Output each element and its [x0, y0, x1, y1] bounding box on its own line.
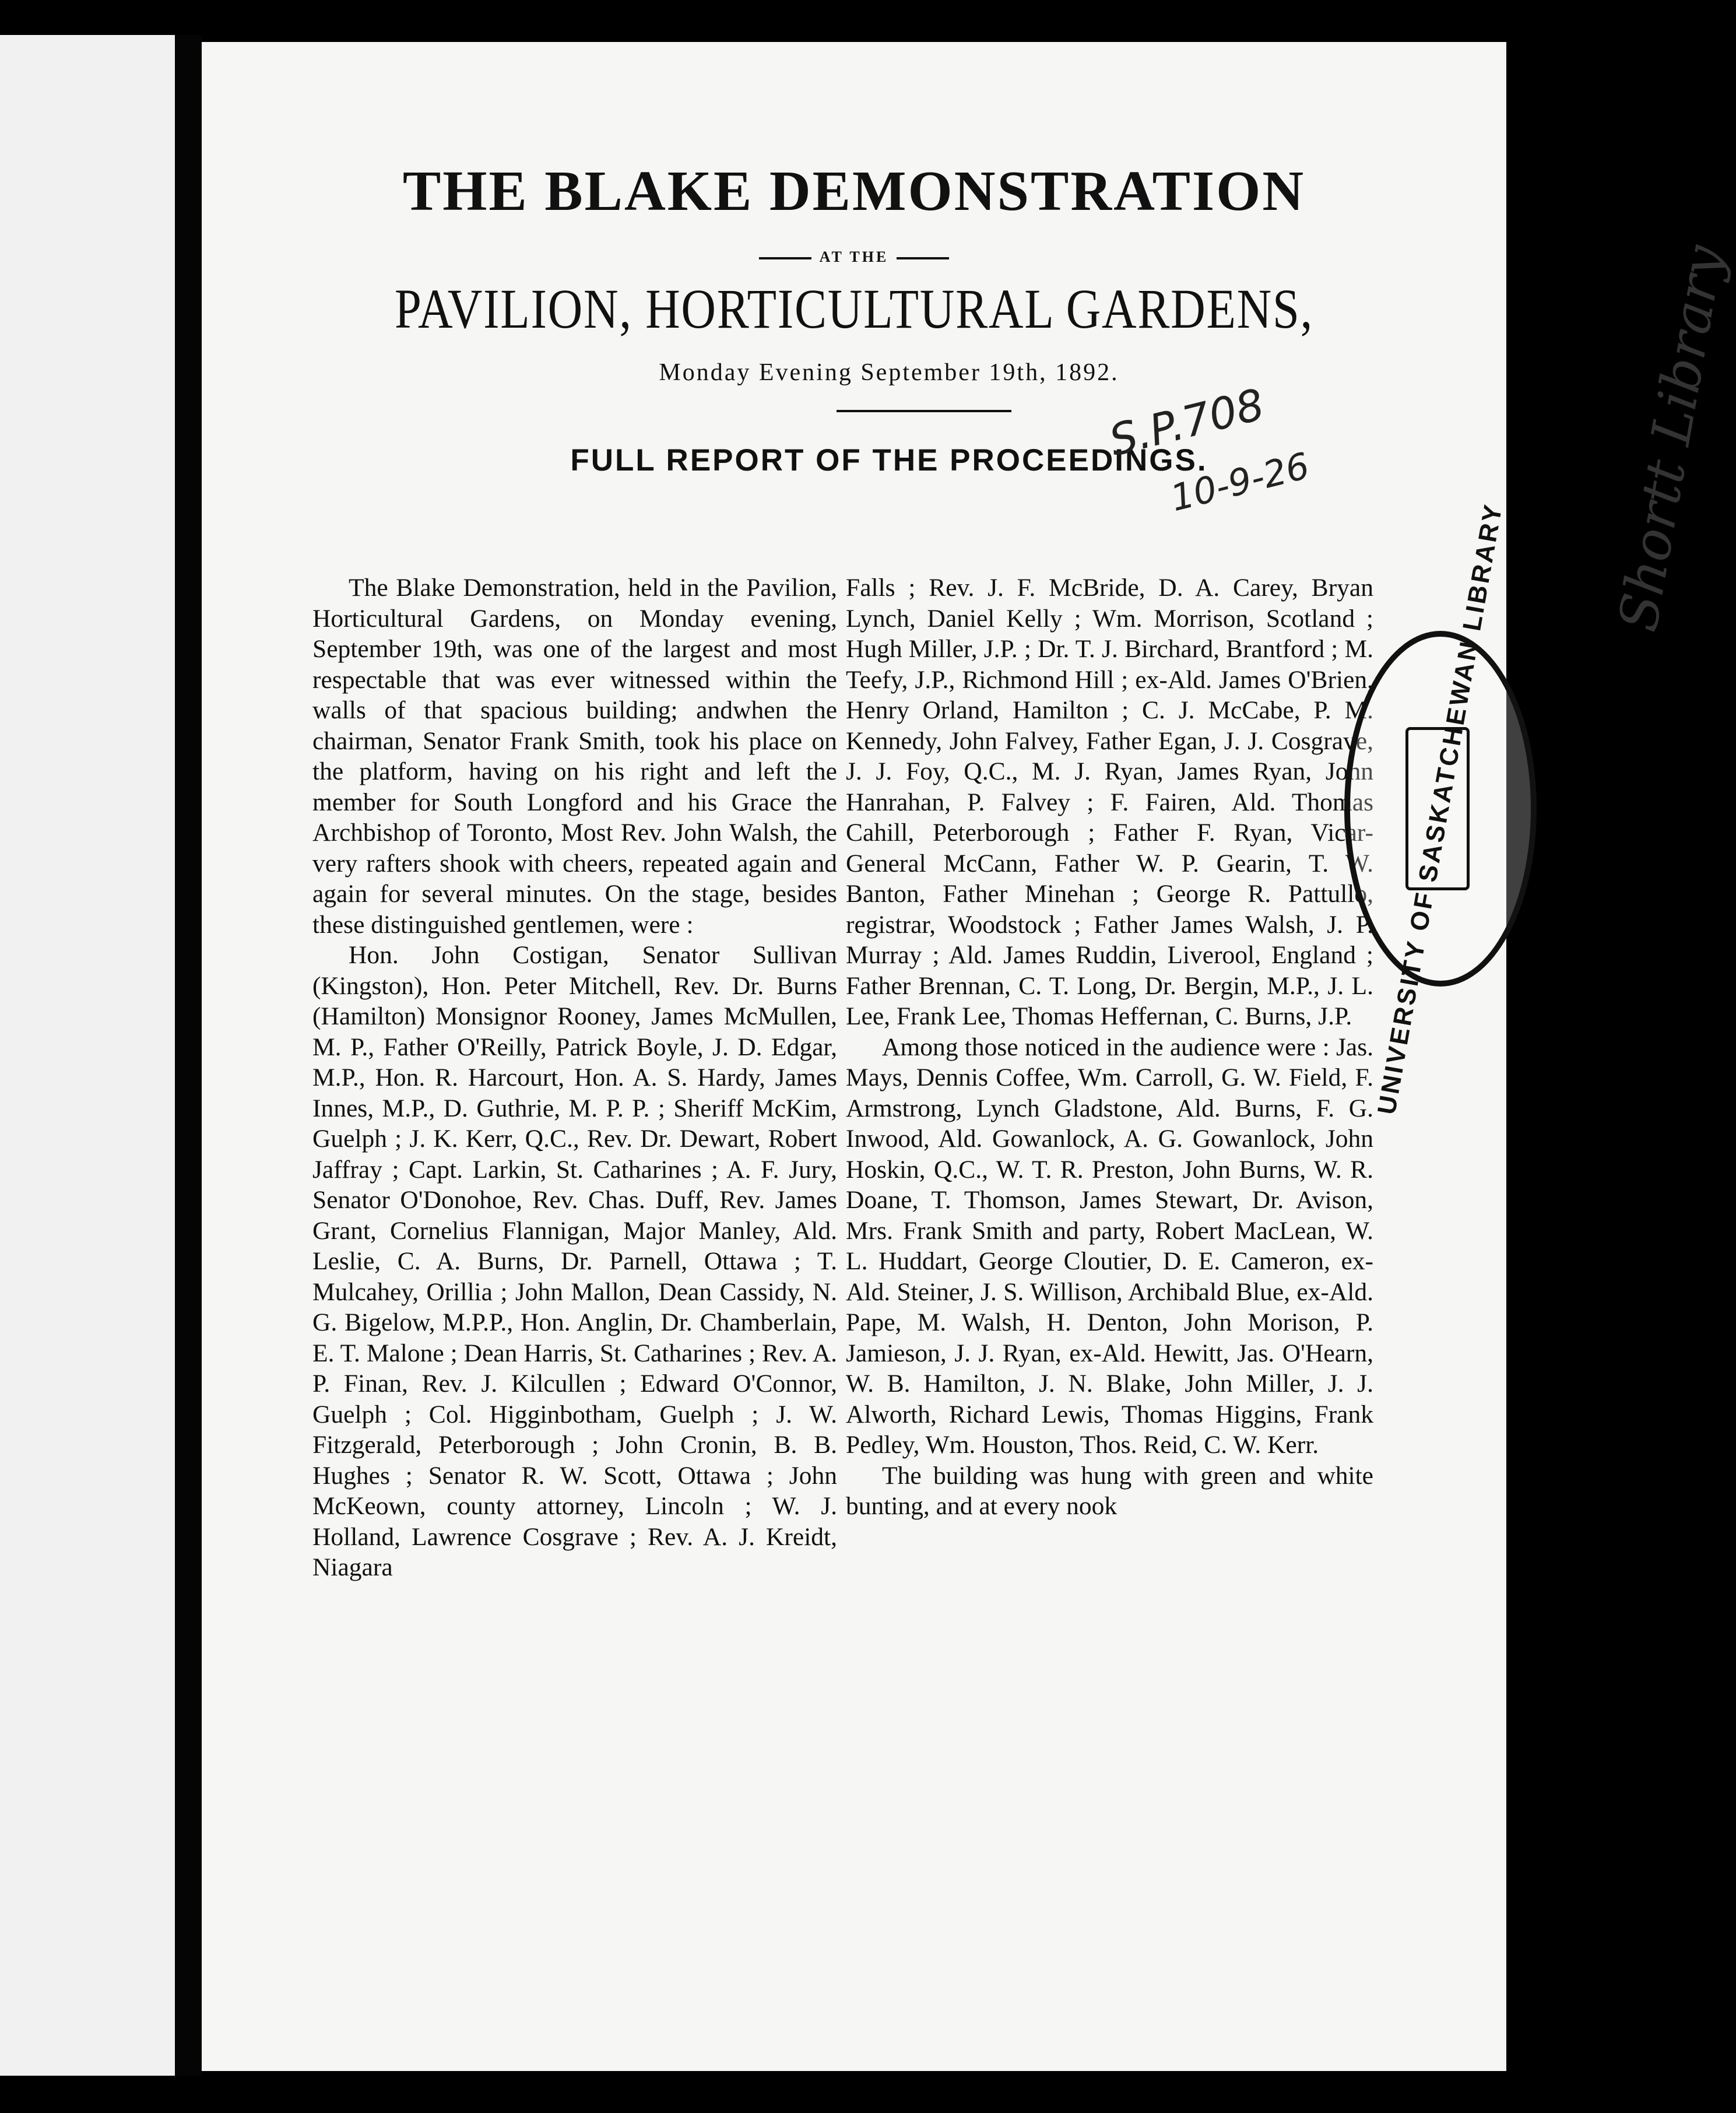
report-heading: FULL REPORT OF THE PROCEEDINGS. [570, 443, 1208, 478]
at-the-text: AT THE [819, 248, 889, 265]
book-spine [175, 35, 202, 2076]
rule-right [897, 257, 949, 259]
right-column [846, 573, 1373, 1522]
stamp-text: UNIVERSITY OF SASKATCHEWAN LIBRARY [1372, 500, 1509, 1117]
library-stamp [1344, 500, 1537, 1117]
event-date: Monday Evening September 19th, 1892. [659, 359, 1119, 386]
paragraph: The Blake Demonstration, held in the Pavilion, Horticultural Gardens, on Monday evening, September 19th, was one of the largest and most respectable that was ever witnessed within the walls of that spacious building; andwhen the chairman, Senator Frank Smith, took his place on the platform, having on his right and left the member for South Longford and his Grace the Archbishop of Toronto, Most Rev. John Walsh, the very rafters shook with cheers, repeated again and again for several minutes. On the stage, besides these distinguished gentlemen, were : [312, 574, 837, 939]
left-column [312, 573, 837, 1583]
venue-subtitle: PAVILION, HORTICULTURAL GARDENS, [394, 278, 1314, 340]
header-divider [837, 410, 1011, 412]
page-header [202, 159, 1506, 478]
paragraph: Among those noticed in the audience were : Jas. Mays, Dennis Coffee, Wm. Carroll, G. W. Field, F. Armstrong, Lynch Gladstone, Ald. Burns, F. G. Inwood, Ald. Gowanlock, A. G. Gowanlock, John Hoskin, Q.C., W. T. R. Preston, John Burns, W. R. Doane, T. Thomson, James Stewart, Dr. Avison, Mrs. Frank Smith and party, Robert MacLean, W. L. Huddart, George Cloutier, D. E. Cameron, ex-Ald. Steiner, J. S. Willison, Archibald Blue, ex-Ald. Pape, M. Walsh, H. Denton, John Morison, P. Jamieson, J. J. Ryan, ex-Ald. Hewitt, Jas. O'Hearn, W. B. Hamilton, J. N. Blake, John Miller, J. J. Alworth, Richard Lewis, Thomas Higgins, Frank Pedley, Wm. Houston, Thos. Reid, C. W. Kerr. [846, 1033, 1373, 1459]
paragraph: Hon. John Costigan, Senator Sullivan (Kingston), Hon. Peter Mitchell, Rev. Dr. Burns (Hamilton) Monsignor Rooney, James McMullen, M. P., Father O'Reilly, Patrick Boyle, J. D. Edgar, M.P., Hon. R. Harcourt, Hon. A. S. Hardy, James Innes, M.P., D. Guthrie, M. P. P. ; Sheriff McKim, Guelph ; J. K. Kerr, Q.C., Rev. Dr. Dewart, Robert Jaffray ; Capt. Larkin, St. Catharines ; A. F. Jury, Senator O'Donohoe, Rev. Chas. Duff, Rev. James Grant, Cornelius Flannigan, Major Manley, Ald. Leslie, C. A. Burns, Dr. Parnell, Ottawa ; T. Mulcahey, Orillia ; John Mallon, Dean Cassidy, N. G. Bigelow, M.P.P., Hon. Anglin, Dr. Chamberlain, E. T. Malone ; Dean Harris, St. Catharines ; Rev. A. P. Finan, Rev. J. Kilcullen ; Edward O'Connor, Guelph ; Col. Higginbotham, Guelph ; J. W. Fitzgerald, Peterborough ; John Cronin, B. B. Hughes ; Senator R. W. Scott, Ottawa ; John McKeown, county attorney, Lincoln ; W. J. Holland, Lawrence Cosgrave ; Rev. A. J. Kreidt, Niagara [312, 941, 837, 1581]
handwritten-catalog-number: S.P.708 [1104, 379, 1270, 466]
handwritten-date: 10-9-26 [1166, 444, 1314, 520]
document-page [202, 42, 1736, 2071]
library-signature: Shortt Library [1607, 241, 1736, 636]
page-title: THE BLAKE DEMONSTRATION [402, 160, 1306, 223]
previous-page-edge [0, 35, 175, 2076]
at-the-line [202, 248, 1506, 266]
paragraph: Falls ; Rev. J. F. McBride, D. A. Carey, Bryan Lynch, Daniel Kelly ; Wm. Morrison, Scotland ; Hugh Miller, J.P. ; Dr. T. J. Birchard, Brantford ; M. Teefy, J.P., Richmond Hill ; ex-Ald. James O'Brien, Henry Orland, Hamilton ; C. J. McCabe, P. M. Kennedy, John Falvey, Father Egan, J. J. Cosgrave, J. J. Foy, Q.C., M. J. Ryan, James Ryan, John Hanrahan, P. Falvey ; F. Fairen, Ald. Thomas Cahill, Peterborough ; Father F. Ryan, Vicar-General McCann, Father W. P. Gearin, T. W. Banton, Father Minehan ; George R. Pattullo, registrar, Woodstock ; Father James Walsh, J. P. Murray ; Ald. James Ruddin, Liverool, England ; Father Brennan, C. T. Long, Dr. Bergin, M.P., J. L. Lee, Frank Lee, Thomas Heffernan, C. Burns, J.P. [846, 574, 1373, 1030]
rule-left [759, 257, 811, 259]
paragraph: The building was hung with green and white bunting, and at every nook [846, 1461, 1373, 1520]
